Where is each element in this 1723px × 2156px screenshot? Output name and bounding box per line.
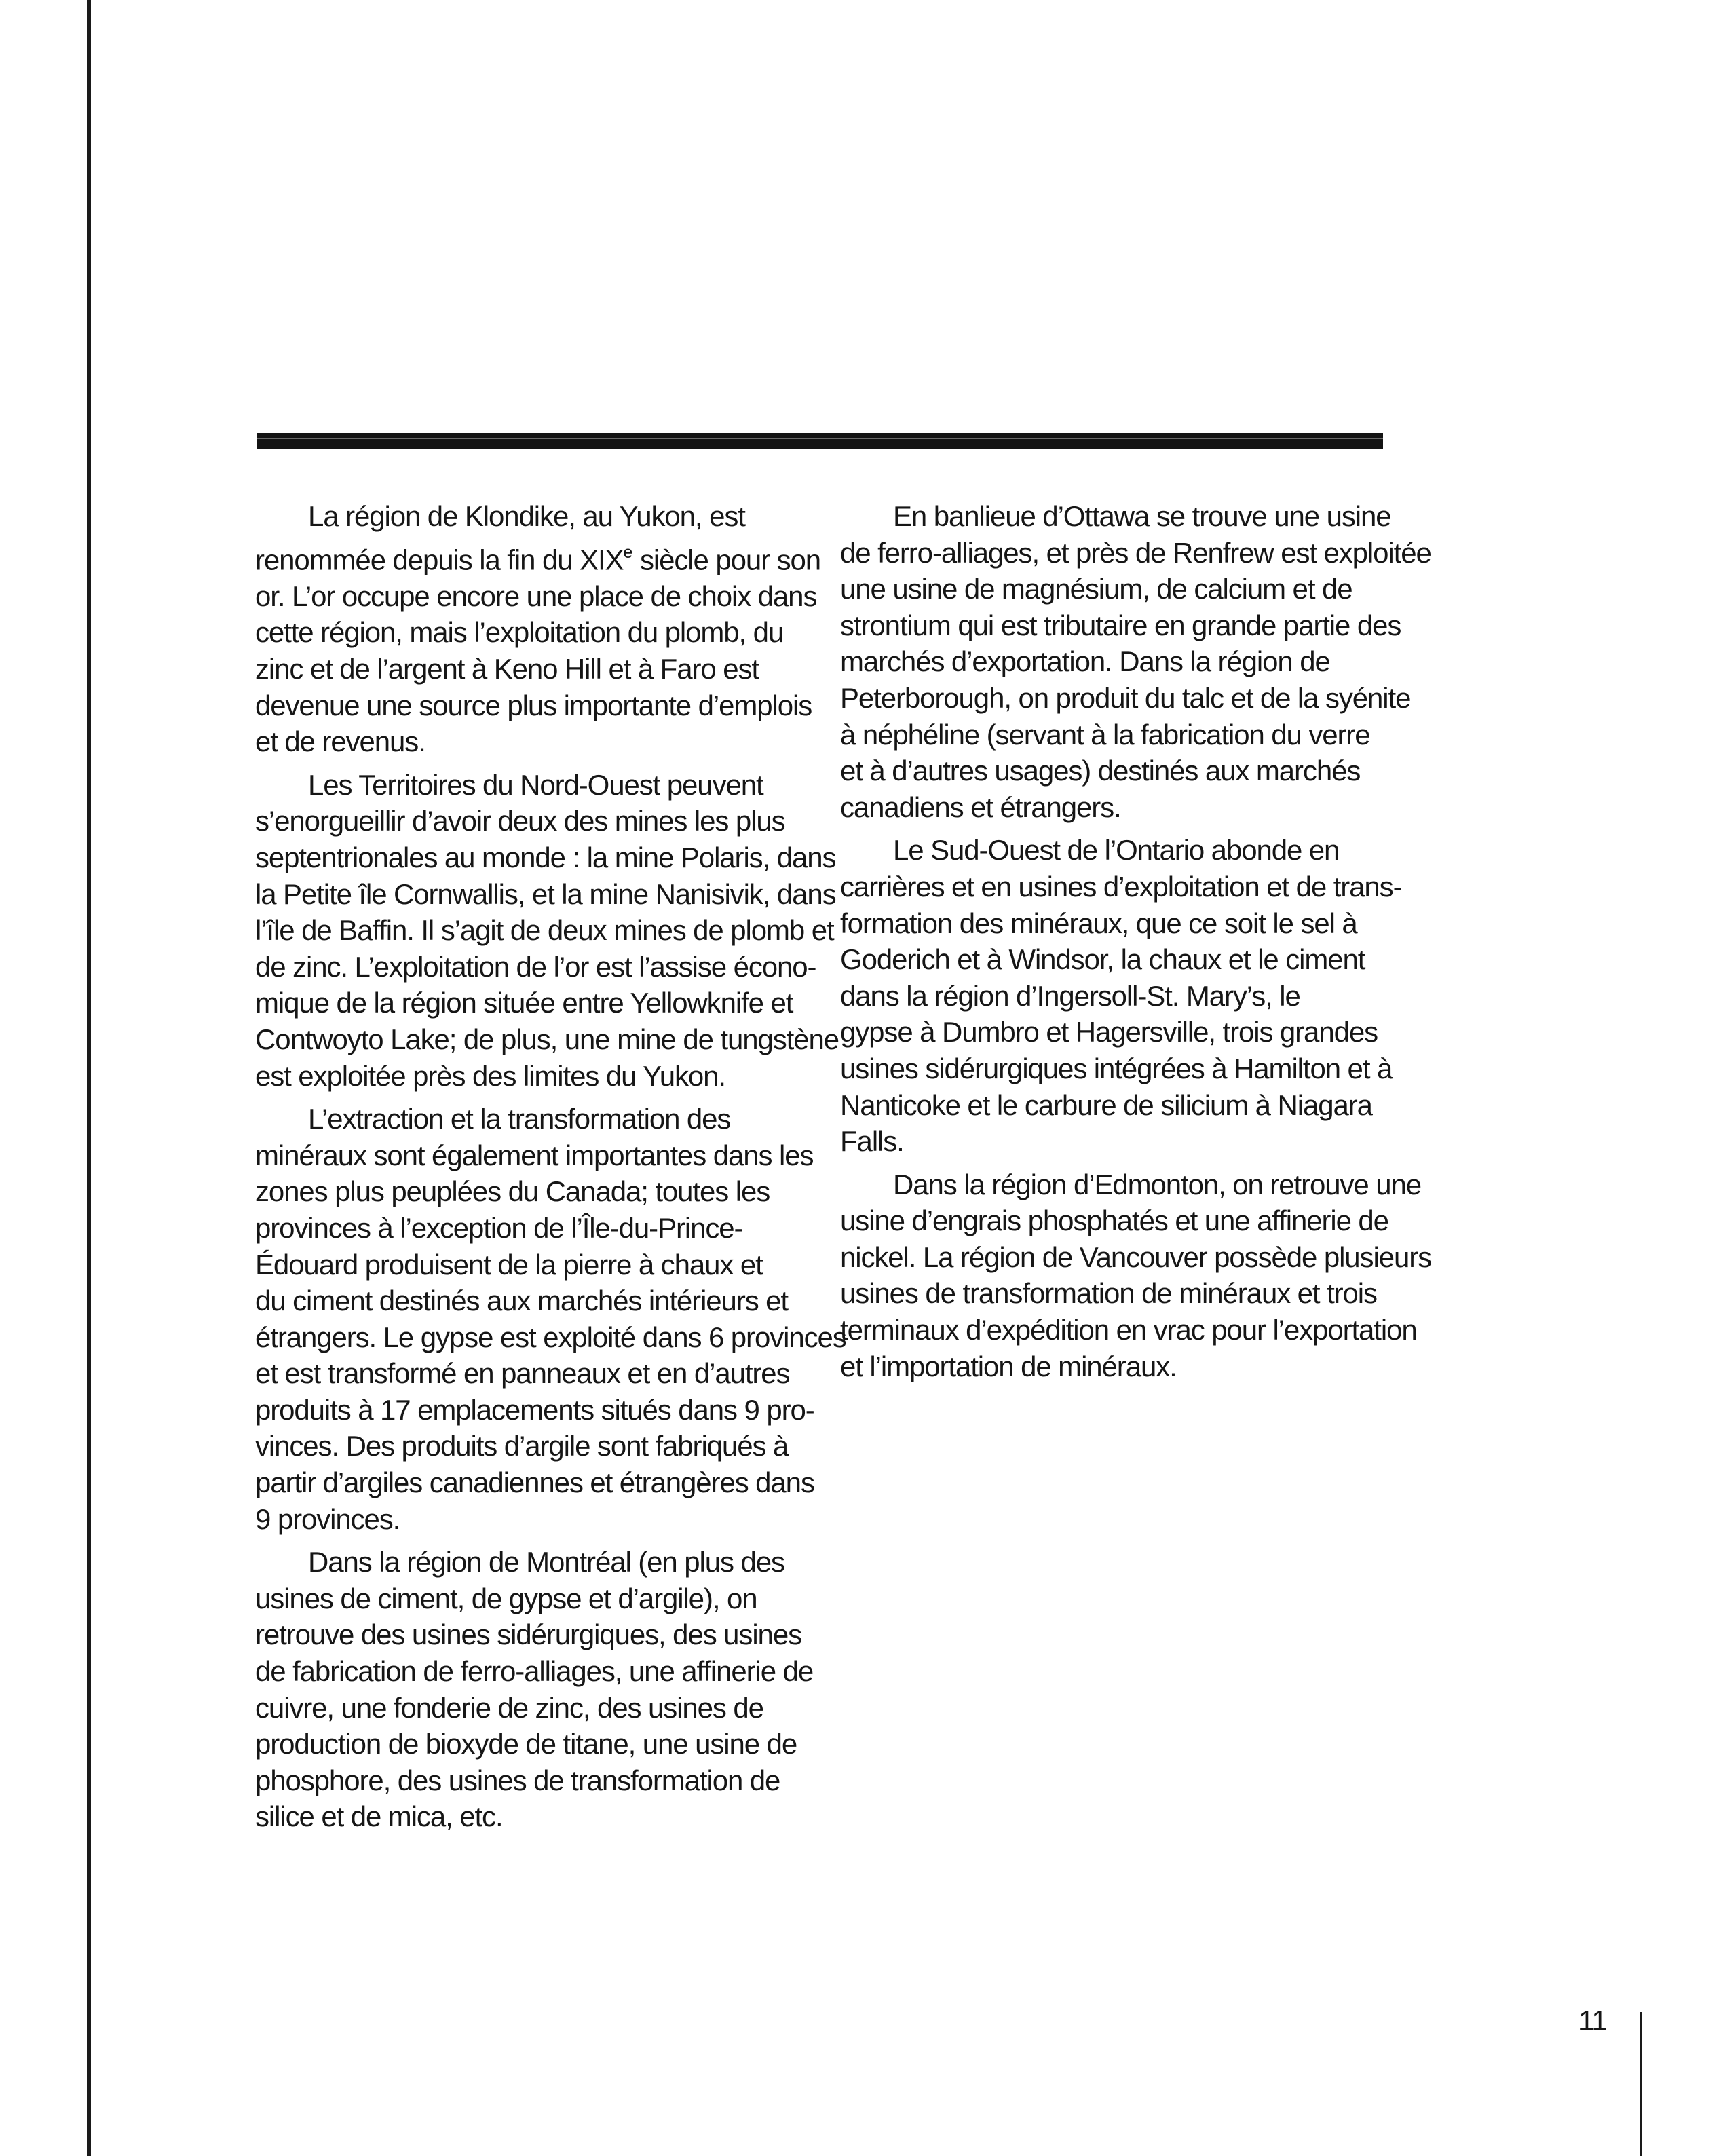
text-line: retrouve des usines sidérurgiques, des usines (255, 1619, 801, 1651)
text-line: de zinc. L’exploitation de l’or est l’assise écono- (255, 950, 816, 983)
text-line: est exploitée près des limites du Yukon. (255, 1059, 725, 1092)
text-line: Peterborough, on produit du talc et de la syénite (840, 681, 1411, 714)
text-line: la Petite île Cornwallis, et la mine Nanisivik, dans (255, 877, 836, 910)
left-column (255, 498, 846, 1842)
text-line: Goderich et à Windsor, la chaux et le ciment (840, 943, 1365, 976)
text-line: Nanticoke et le carbure de silicium à Niagara (840, 1089, 1372, 1121)
text-line: zinc et de l’argent à Keno Hill et à Faro est (255, 653, 759, 685)
text-line: à néphéline (servant à la fabrication du verre (840, 718, 1370, 751)
text-line: et l’importation de minéraux. (840, 1350, 1177, 1382)
text-line: usines de transformation de minéraux et trois (840, 1277, 1377, 1310)
text-line: usines de ciment, de gypse et d’argile), on (255, 1582, 757, 1614)
text-line: Le Sud-Ouest de l’Ontario abonde en (893, 834, 1340, 867)
text-line: marchés d’exportation. Dans la région de (840, 645, 1330, 678)
text-line: zones plus peuplées du Canada; toutes les (255, 1175, 770, 1208)
paragraph (840, 1167, 1431, 1385)
text-line: Contwoyto Lake; de plus, une mine de tungstène (255, 1023, 839, 1055)
text-line: mique de la région située entre Yellowknife et (255, 987, 793, 1019)
text-segment: siècle pour son (632, 544, 821, 576)
text-line: produits à 17 emplacements situés dans 9 pro- (255, 1393, 814, 1426)
text-line: Dans la région d’Edmonton, on retrouve une (893, 1168, 1421, 1200)
text-line: de ferro-alliages, et près de Renfrew est exploitée (840, 536, 1431, 569)
page-number: 11 (1578, 2005, 1607, 2037)
text-line: une usine de magnésium, de calcium et de (840, 573, 1352, 605)
text-segment: renommée depuis la fin du XIX (255, 544, 624, 576)
page-left-edge (87, 0, 91, 2156)
text-line: gypse à Dumbro et Hagersville, trois grandes (840, 1016, 1378, 1048)
text-line: 9 provinces. (255, 1502, 400, 1535)
paragraph (255, 498, 821, 760)
text-line (255, 535, 821, 578)
text-line: En banlieue d’Ottawa se trouve une usine (893, 500, 1391, 532)
paragraph (255, 1101, 846, 1537)
text-line: strontium qui est tributaire en grande partie des (840, 609, 1401, 641)
text-line: La région de Klondike, au Yukon, est (308, 500, 745, 532)
superscript: e (623, 542, 633, 562)
text-line: et est transformé en panneaux et en d’autres (255, 1357, 790, 1390)
text-line: production de bioxyde de titane, une usine de (255, 1728, 797, 1760)
paragraph (840, 498, 1431, 825)
page-right-margin-mark (1640, 2012, 1642, 2156)
text-line: Falls. (840, 1125, 904, 1158)
text-line: provinces à l’exception de l’Île-du-Prince- (255, 1211, 743, 1244)
text-line: L’extraction et la transformation des (308, 1103, 731, 1135)
text-line: l’île de Baffin. Il s’agit de deux mines de plomb et (255, 914, 834, 947)
text-line: terminaux d’expédition en vrac pour l’exportation (840, 1314, 1417, 1346)
text-line: formation des minéraux, que ce soit le sel à (840, 907, 1357, 939)
text-line: partir d’argiles canadiennes et étrangères dans (255, 1467, 814, 1499)
text-line: devenue une source plus importante d’emplois (255, 689, 812, 721)
text-line: usines sidérurgiques intégrées à Hamilton et à (840, 1052, 1393, 1084)
text-line: et à d’autres usages) destinés aux marchés (840, 755, 1361, 787)
text-line: vinces. Des produits d’argile sont fabriqués à (255, 1430, 789, 1462)
text-line: étrangers. Le gypse est exploité dans 6 provinces (255, 1321, 846, 1353)
text-line: Dans la région de Montréal (en plus des (308, 1546, 784, 1578)
top-rule (257, 433, 1383, 449)
paragraph (255, 1544, 814, 1835)
text-line: usine d’engrais phosphatés et une affinerie de (840, 1205, 1388, 1237)
text-line: carrières et en usines d’exploitation et de trans- (840, 870, 1402, 903)
text-line: or. L’or occupe encore une place de choix dans (255, 580, 817, 612)
text-line: cuivre, une fonderie de zinc, des usines de (255, 1691, 763, 1724)
text-line: Édouard produisent de la pierre à chaux et (255, 1248, 763, 1281)
text-line: canadiens et étrangers. (840, 791, 1121, 823)
text-line: silice et de mica, etc. (255, 1800, 503, 1833)
text-line: phosphore, des usines de transformation de (255, 1764, 780, 1796)
text-line: septentrionales au monde : la mine Polaris, dans (255, 841, 836, 873)
text-line: de fabrication de ferro-alliages, une affinerie de (255, 1655, 814, 1688)
text-line: du ciment destinés aux marchés intérieurs et (255, 1285, 788, 1317)
text-line: dans la région d’Ingersoll-St. Mary’s, le (840, 979, 1300, 1012)
text-line: et de revenus. (255, 725, 425, 758)
text-line: s’enorgueillir d’avoir deux des mines les plus (255, 805, 785, 837)
paragraph (840, 832, 1402, 1159)
paragraph (255, 767, 839, 1094)
text-line: cette région, mais l’exploitation du plomb, du (255, 616, 784, 649)
right-column (840, 498, 1431, 1391)
text-line: nickel. La région de Vancouver possède plusieurs (840, 1241, 1431, 1273)
text-line: Les Territoires du Nord-Ouest peuvent (308, 768, 763, 801)
text-line: minéraux sont également importantes dans les (255, 1139, 814, 1171)
